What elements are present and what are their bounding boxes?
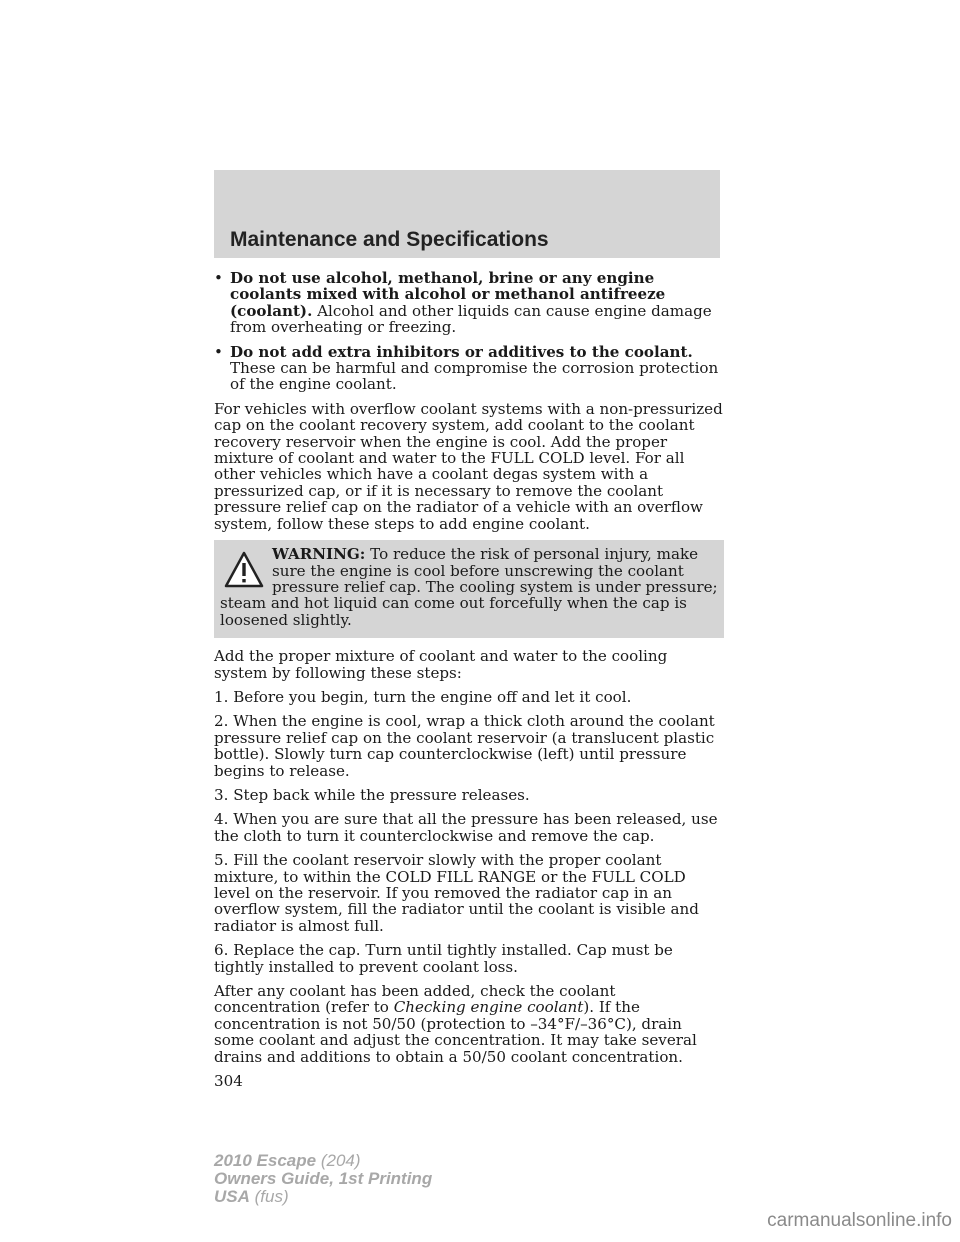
- footer-line-3: [214, 1188, 432, 1206]
- closing-text-end: ). If the concentration is not 50/50 (protection to –34°F/–36°C), drain some coolant and adjust the concentration. It may take several drains and additions to obtain a 50/50 coolant concentration.: [214, 998, 697, 1066]
- warning-text: To reduce the risk of personal injury, make sure the engine is cool before unscrewing the coolant pressure relief cap. The cooling system is under pressure; steam and hot liquid can come out forcefully when the cap is loosened slightly.: [220, 545, 718, 629]
- intro-paragraph: For vehicles with overflow coolant systems with a non-pressurized cap on the coolant recovery system, add coolant to the coolant recovery reservoir when the engine is cool. Add the proper mixture of coolant and water to the FULL COLD level. For all other vehicles which have a coolant degas system with a pressurized cap, or if it is necessary to remove the coolant pressure relief cap on the radiator of a vehicle with an overflow system, follow these steps to add engine coolant.: [214, 399, 723, 533]
- bullet-bold: Do not use alcohol, methanol, brine or any engine coolants mixed with alcohol or methanol antifreeze (coolant).: [230, 269, 666, 320]
- bullet-dot: •: [214, 269, 223, 287]
- page-content: [214, 270, 724, 1089]
- footer-model-code: (204): [320, 1151, 361, 1170]
- bullet-bold: Do not add extra inhibitors or additives to the coolant.: [230, 342, 693, 361]
- step-item: 4. When you are sure that all the pressure has been released, use the cloth to turn it counterclockwise and remove the cap.: [214, 810, 718, 845]
- closing-reference: Checking engine coolant: [393, 998, 584, 1017]
- section-header: [214, 170, 720, 258]
- footer: [214, 1152, 432, 1206]
- steps-intro: Add the proper mixture of coolant and water to the cooling system by following these steps:: [214, 647, 668, 682]
- bullet-item: [214, 270, 724, 336]
- footer-market-code: (fus): [254, 1187, 289, 1206]
- step-item: 2. When the engine is cool, wrap a thick cloth around the coolant pressure relief cap on the coolant reservoir (a translucent plastic bottle). Slowly turn cap counterclockwise (left) until pressure begins to release.: [214, 712, 715, 780]
- bullet-item: [214, 344, 724, 393]
- warning-label: WARNING:: [272, 545, 366, 564]
- step-item: 3. Step back while the pressure releases.: [214, 785, 530, 804]
- page-number: 304: [214, 1072, 243, 1091]
- step-item: 6. Replace the cap. Turn until tightly installed. Cap must be tightly installed to prevent coolant loss.: [214, 941, 673, 976]
- footer-line-1: [214, 1152, 432, 1170]
- bullet-text: These can be harmful and compromise the corrosion protection of the engine coolant.: [230, 359, 719, 394]
- step-item: 5. Fill the coolant reservoir slowly with the proper coolant mixture, to within the COLD FILL RANGE or the FULL COLD level on the reservoir. If you removed the radiator cap in an overflow system, fill the radiator until the coolant is visible and radiator is almost full.: [214, 851, 699, 935]
- footer-market: USA: [214, 1187, 250, 1206]
- watermark: carmanualsonline.info: [767, 1210, 952, 1231]
- warning-box: [214, 540, 724, 638]
- bullet-text: Alcohol and other liquids can cause engine damage from overheating or freezing.: [230, 301, 712, 337]
- footer-model: 2010 Escape: [214, 1151, 317, 1170]
- closing-paragraph: [214, 983, 724, 1065]
- bullet-dot: •: [214, 342, 223, 361]
- footer-printing: Owners Guide, 1st Printing: [214, 1169, 433, 1188]
- section-title: Maintenance and Specifications: [230, 228, 549, 251]
- closing-text-start: After any coolant has been added, check the coolant concentration (refer to: [214, 982, 616, 1017]
- footer-line-2: [214, 1170, 432, 1188]
- warning-triangle-icon: [224, 550, 264, 590]
- step-item: 1. Before you begin, turn the engine off and let it cool.: [214, 687, 632, 706]
